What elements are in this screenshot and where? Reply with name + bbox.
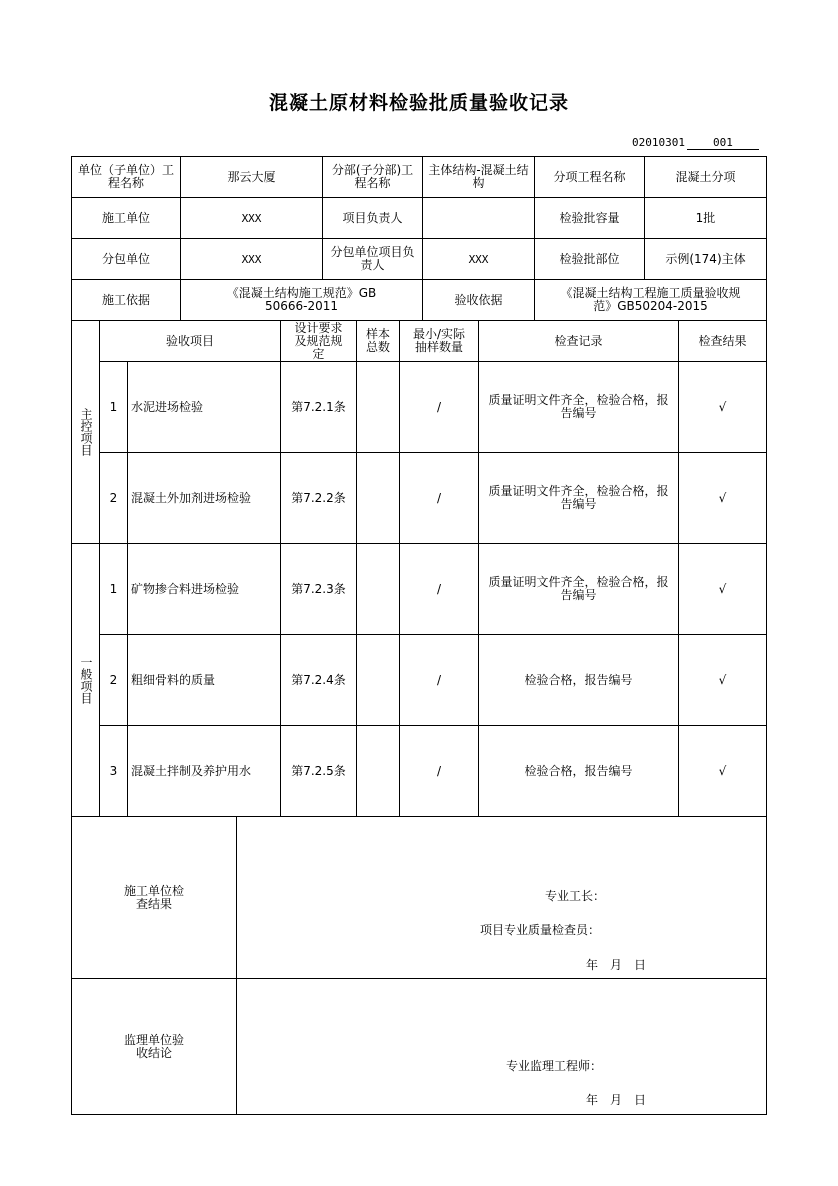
main-group-label: 主控项目 (71, 320, 100, 544)
main-item-1-sample (356, 361, 400, 453)
general-item-1-clause: 第7.2.3条 (280, 543, 357, 635)
general-item-2-result: √ (678, 634, 767, 726)
main-item-1-name: 水泥进场检验 (127, 361, 281, 453)
main-item-1-min: / (399, 361, 479, 453)
contractor-value: XXX (180, 197, 323, 239)
general-item-1-no: 1 (99, 543, 128, 635)
general-item-1-name: 矿物掺合料进场检验 (127, 543, 281, 635)
general-item-2-record: 检验合格，报告编号 (478, 634, 679, 726)
location-value: 示例(174)主体 (644, 238, 767, 280)
col-item-header: 验收项目 (99, 320, 281, 362)
col-design-header: 设计要求及规范规定 (280, 320, 357, 362)
pm-label: 项目负责人 (322, 197, 423, 239)
foreman-label: 专业工长： (545, 889, 606, 903)
main-item-2-record: 质量证明文件齐全，检验合格，报告编号 (478, 452, 679, 544)
main-item-2-sample (356, 452, 400, 544)
general-item-1-sample (356, 543, 400, 635)
main-item-2-min: / (399, 452, 479, 544)
general-item-1-result: √ (678, 543, 767, 635)
supervisor-check-area (236, 978, 767, 1115)
pm-value (422, 197, 535, 239)
general-item-3-name: 混凝土拌制及养护用水 (127, 725, 281, 817)
main-item-1-record: 质量证明文件齐全，检验合格，报告编号 (478, 361, 679, 453)
col-result-header: 检查结果 (678, 320, 767, 362)
main-item-2-clause: 第7.2.2条 (280, 452, 357, 544)
quality-inspector-label: 项目专业质量检查员： (480, 923, 601, 937)
main-item-1-result: √ (678, 361, 767, 453)
main-item-2-no: 2 (99, 452, 128, 544)
form-code (632, 136, 759, 150)
location-label: 检验批部位 (534, 238, 645, 280)
capacity-value: 1批 (644, 197, 767, 239)
general-item-3-record: 检验合格，报告编号 (478, 725, 679, 817)
form-number: 02010301 (632, 136, 685, 149)
contractor-check-area (236, 816, 767, 979)
general-item-2-sample (356, 634, 400, 726)
col-sample-header: 样本总数 (356, 320, 400, 362)
general-item-3-clause: 第7.2.5条 (280, 725, 357, 817)
general-group-label: 一般项目 (71, 543, 100, 817)
main-item-2-name: 混凝土外加剂进场检验 (127, 452, 281, 544)
general-item-1-record: 质量证明文件齐全，检验合格，报告编号 (478, 543, 679, 635)
subitem-label: 分项工程名称 (534, 156, 645, 198)
contractor-label: 施工单位 (71, 197, 181, 239)
accept-basis-value: 《混凝土结构工程施工质量验收规范》GB50204-2015 (534, 279, 767, 321)
accept-basis-label: 验收依据 (422, 279, 535, 321)
subcontractor-label: 分包单位 (71, 238, 181, 280)
general-item-2-min: / (399, 634, 479, 726)
main-item-2-result: √ (678, 452, 767, 544)
basis-label: 施工依据 (71, 279, 181, 321)
general-item-1-min: / (399, 543, 479, 635)
general-item-2-no: 2 (99, 634, 128, 726)
supervisor-date: 年 月 日 (586, 1093, 647, 1107)
sub-pm-label: 分包单位项目负责人 (322, 238, 423, 280)
division-label: 分部(子分部)工程名称 (322, 156, 423, 198)
subitem-value: 混凝土分项 (644, 156, 767, 198)
col-record-header: 检查记录 (478, 320, 679, 362)
general-item-3-min: / (399, 725, 479, 817)
form-serial: 001 (687, 136, 759, 150)
supervisor-engineer-label: 专业监理工程师： (506, 1059, 603, 1073)
general-item-2-clause: 第7.2.4条 (280, 634, 357, 726)
basis-value: 《混凝土结构施工规范》GB 50666-2011 (180, 279, 423, 321)
general-item-3-result: √ (678, 725, 767, 817)
subcontractor-value: XXX (180, 238, 323, 280)
supervisor-check-label: 监理单位验收结论 (71, 978, 237, 1115)
unit-value: 那云大厦 (180, 156, 323, 198)
col-min-header: 最小/实际抽样数量 (399, 320, 479, 362)
general-item-3-no: 3 (99, 725, 128, 817)
division-value: 主体结构-混凝土结构 (422, 156, 535, 198)
unit-label: 单位（子单位）工程名称 (71, 156, 181, 198)
sub-pm-value: XXX (422, 238, 535, 280)
contractor-check-label: 施工单位检查结果 (71, 816, 237, 979)
general-item-3-sample (356, 725, 400, 817)
general-item-2-name: 粗细骨料的质量 (127, 634, 281, 726)
contractor-date: 年 月 日 (586, 958, 647, 972)
capacity-label: 检验批容量 (534, 197, 645, 239)
main-item-1-no: 1 (99, 361, 128, 453)
main-item-1-clause: 第7.2.1条 (280, 361, 357, 453)
page-title: 混凝土原材料检验批质量验收记录 (268, 92, 569, 114)
